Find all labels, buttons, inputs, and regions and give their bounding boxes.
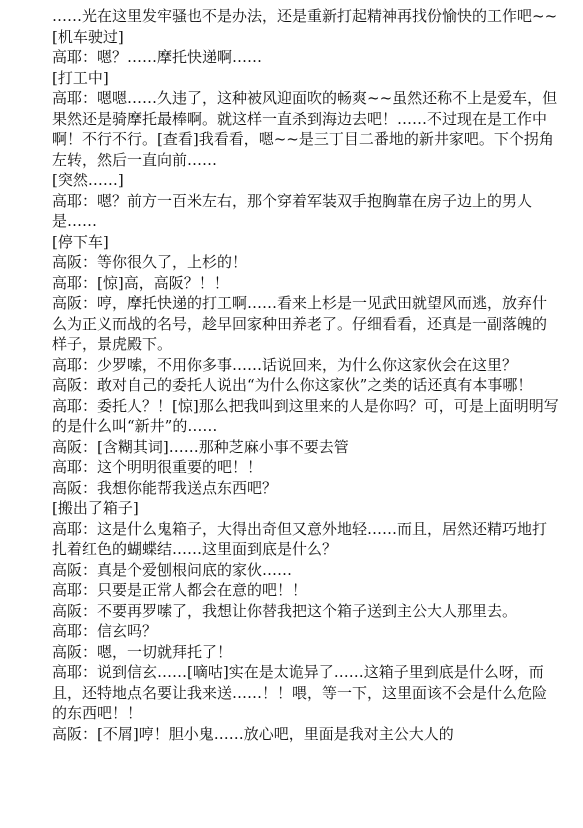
text-line: 高阪：不要再罗嗦了，我想让你替我把这个箱子送到主公大人那里去。 [52,601,518,620]
text-line: 高阪：[不屑]哼！胆小鬼……放心吧，里面是我对主公大人的 [52,724,454,743]
text-line: 高阪：敢对自己的委托人说出“为什么你这家伙”之类的话还真有本事哪！ [52,376,533,394]
text-line: 高耶：这是什么鬼箱子，大得出奇但又意外地轻……而且，居然还精巧地打扎着红色的蝴蝶结……这里面到底是什么？ [52,519,548,558]
text-line: [停下车] [52,232,109,251]
text-line: 高耶：嗯？……摩托快递啊…… [52,48,263,66]
text-line: 高耶：信玄吗？ [52,622,158,640]
text-line: 高耶：嗯？前方一百米左右，那个穿着军装双手抱胸靠在房子边上的男人是…… [52,191,533,230]
text-line: 高耶：嗯嗯……久违了，这种被风迎面吹的畅爽~~虽然还称不上是爱车，但果然还是骑摩托最棒啊。就这样一直杀到海边去吧！……不过现在是工作中啊！不行不行。[查看]我看看，嗯~~是三丁目二番地的新井家吧。下个拐角左转，然后一直向前…… [52,89,558,169]
text-line: 高耶：说到信玄……[嘀咕]实在是太诡异了……这箱子里到底是什么呀，而且，还特地点名要让我来送……！！喂，等一下，这里面该不会是什么危险的东西吧！！ [52,663,548,722]
text-line: 高耶：只要是正常人都会在意的吧！！ [52,581,308,599]
text-line: 高耶：[惊]高，高阪？！！ [52,273,229,292]
text-line: [搬出了箱子] [52,499,139,517]
text-line: 高耶：这个明明很重要的吧！！ [52,458,263,476]
text-line: 高阪：嗯，一切就拜托了！ [52,642,233,661]
text-line: 高阪：我想你能帮我送点东西吧？ [52,478,278,497]
text-line: 高阪：[含糊其词]……那种芝麻小事不要去管 [52,437,349,456]
text-line: [机车驶过] [52,27,124,46]
text-line: [突然……] [52,171,124,189]
text-line: 高耶：少罗嗦，不用你多事……话说回来，为什么你这家伙会在这里？ [52,355,518,374]
text-line: 高阪：真是个爱刨根问底的家伙…… [52,560,293,579]
text-line: [打工中] [52,68,109,87]
text-line: 高耶：委托人？！[惊]那么把我叫到这里来的人是你吗？可，可是上面明明写的是什么叫“新井”的…… [52,396,559,435]
text-line: 高阪：哼，摩托快递的打工啊……看来上杉是一见武田就望风而逃，放弃什么为正义而战的名号，趁早回家种田养老了。仔细看看，还真是一副落魄的样子，景虎殿下。 [52,294,548,353]
text-line: 高阪：等你很久了，上杉的！ [52,253,248,271]
text-line: ……光在这里发牢骚也不是办法，还是重新打起精神再找份愉快的工作吧~~ [52,7,558,25]
